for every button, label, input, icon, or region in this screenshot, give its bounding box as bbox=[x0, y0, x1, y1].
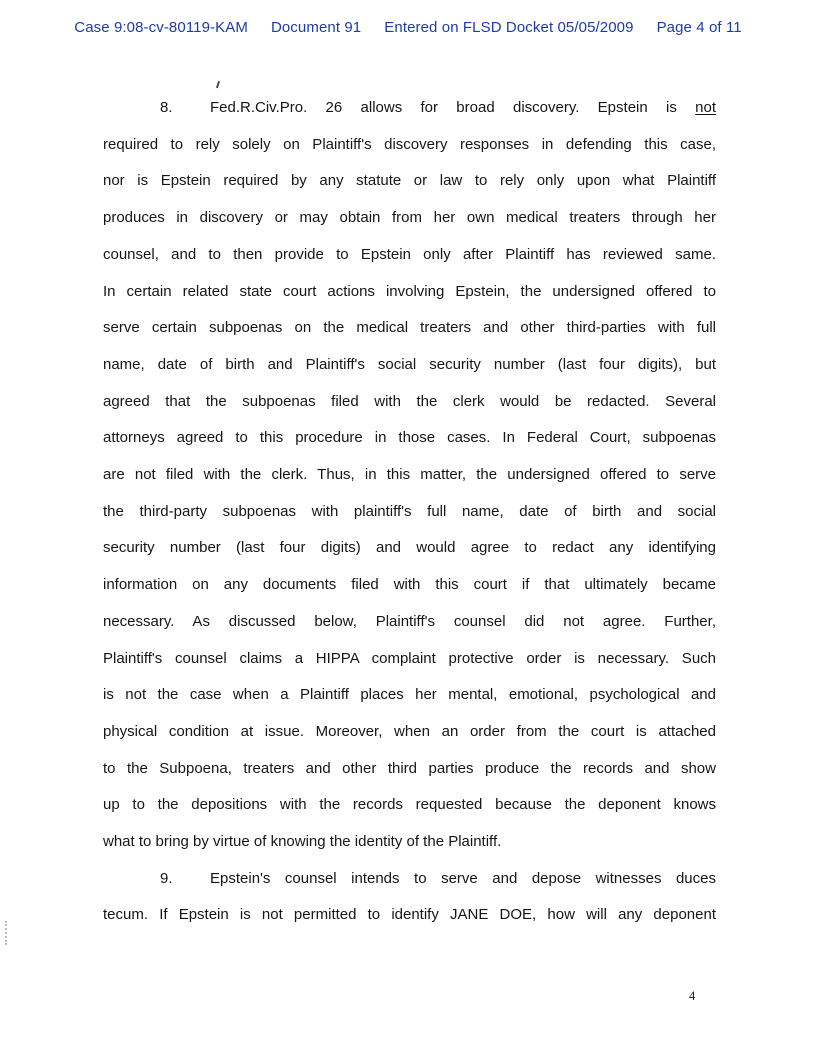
text-line bbox=[103, 604, 716, 641]
text-segment: what to bring by virtue of knowing the identity of the Plaintiff. bbox=[103, 833, 502, 851]
text-segment: produces in discovery or may obtain from her own medical treaters through her bbox=[103, 209, 716, 227]
text-line bbox=[103, 641, 716, 678]
text-segment: serve certain subpoenas on the medical treaters and other third-parties with full bbox=[103, 319, 716, 337]
paragraph-number: 9. bbox=[160, 869, 173, 887]
text-segment: physical condition at issue. Moreover, when an order from the court is attached bbox=[103, 722, 716, 740]
text-line bbox=[103, 274, 716, 311]
header-page-label: Page 4 of 11 bbox=[656, 19, 742, 36]
text-segment: are not filed with the clerk. Thus, in this matter, the undersigned offered to serve bbox=[103, 466, 716, 484]
text-segment: Plaintiff's counsel claims a HIPPA complaint protective order is necessary. Such bbox=[103, 649, 716, 667]
docket-header bbox=[0, 19, 816, 36]
text-line bbox=[103, 347, 716, 384]
text-line bbox=[103, 127, 716, 164]
text-line bbox=[103, 494, 716, 531]
text-line bbox=[103, 897, 716, 934]
scan-artifact-tick bbox=[216, 81, 220, 88]
text-segment: Epstein's counsel intends to serve and depose witnesses duces bbox=[210, 869, 716, 887]
text-segment: to the Subpoena, treaters and other third parties produce the records and show bbox=[103, 759, 716, 777]
header-document-label: Document 91 bbox=[270, 19, 362, 36]
text-line bbox=[103, 677, 716, 714]
body-text bbox=[103, 90, 716, 934]
text-line bbox=[103, 787, 716, 824]
text-segment: tecum. If Epstein is not permitted to identify JANE DOE, how will any deponent bbox=[103, 906, 716, 924]
text-line bbox=[103, 237, 716, 274]
page-number: 4 bbox=[689, 989, 696, 1003]
text-segment: nor is Epstein required by any statute or law to rely only upon what Plaintiff bbox=[103, 172, 716, 190]
text-line bbox=[103, 567, 716, 604]
paragraph-number: 8. bbox=[160, 99, 173, 116]
text-segment: the third-party subpoenas with plaintiff's full name, date of birth and social bbox=[103, 502, 716, 520]
header-case-number: Case 9:08-cv-80119-KAM bbox=[74, 19, 248, 36]
text-line bbox=[103, 310, 716, 347]
text-segment: name, date of birth and Plaintiff's social security number (last four digits), but bbox=[103, 355, 716, 373]
text-line bbox=[103, 714, 716, 751]
text-segment: security number (last four digits) and would agree to redact any identifying bbox=[103, 539, 716, 557]
text-segment: In certain related state court actions involving Epstein, the undersigned offered to bbox=[103, 282, 716, 300]
text-line bbox=[103, 384, 716, 421]
text-segment: information on any documents filed with this court if that ultimately became bbox=[103, 576, 716, 594]
text-segment: attorneys agreed to this procedure in those cases. In Federal Court, subpoenas bbox=[103, 429, 716, 447]
text-line bbox=[103, 751, 716, 788]
text-segment: necessary. As discussed below, Plaintiff's counsel did not agree. Further, bbox=[103, 612, 716, 630]
text-line bbox=[103, 530, 716, 567]
text-line bbox=[103, 457, 716, 494]
text-line bbox=[103, 163, 716, 200]
text-segment: Fed.R.Civ.Pro. 26 allows for broad discovery. Epstein is bbox=[210, 99, 696, 116]
text-line bbox=[103, 420, 716, 457]
text-segment: up to the depositions with the records requested because the deponent knows bbox=[103, 796, 716, 814]
text-line bbox=[103, 90, 716, 127]
text-line bbox=[103, 861, 716, 898]
text-line bbox=[103, 824, 716, 861]
underlined-text: not bbox=[695, 99, 716, 116]
text-segment: agreed that the subpoenas filed with the clerk would be redacted. Several bbox=[103, 392, 716, 410]
scan-artifact-dots bbox=[5, 921, 7, 945]
text-segment: required to rely solely on Plaintiff's discovery responses in defending this case, bbox=[103, 135, 716, 153]
header-docket-entry: Entered on FLSD Docket 05/05/2009 bbox=[384, 19, 634, 36]
text-segment: counsel, and to then provide to Epstein only after Plaintiff has reviewed same. bbox=[103, 245, 716, 263]
text-segment: is not the case when a Plaintiff places her mental, emotional, psychological and bbox=[103, 686, 716, 704]
text-line bbox=[103, 200, 716, 237]
